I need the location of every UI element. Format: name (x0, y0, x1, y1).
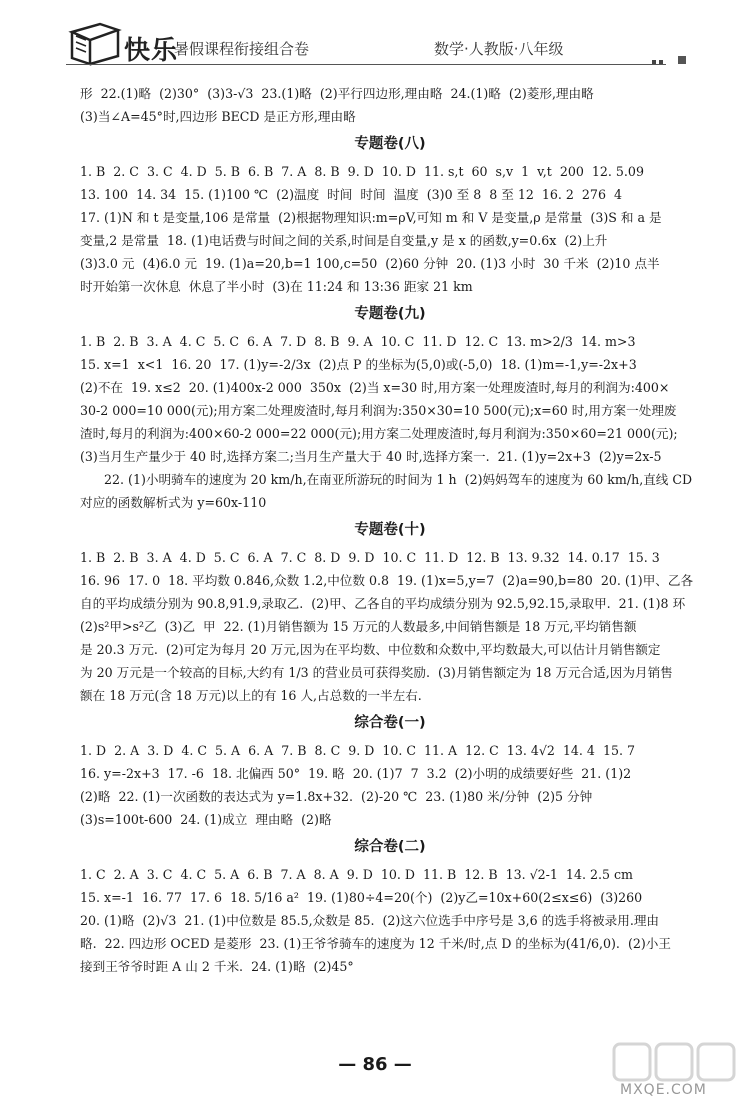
answer-line: 1. C 2. A 3. C 4. C 5. A 6. B 7. A 8. A 9. D 10. D 11. B 12. B 13. √2-1 14. 2.5 cm (80, 867, 633, 882)
page-header (0, 0, 750, 78)
answer-line: 渣时,每月的利润为:400×60-2 000=22 000(元);用方案二处理废渣时,每月利润为:350×60=21 000(元); (80, 426, 678, 441)
answer-line: (2)不在 19. x≤2 20. (1)400x-2 000 350x (2)当 x=30 时,用方案一处理废渣时,每月的利润为:400× (80, 380, 670, 395)
section-title: 专题卷(九) (354, 306, 426, 322)
answer-line: 16. y=-2x+3 17. -6 18. 北偏西 50° 19. 略 20. (1)7 7 3.2 (2)小明的成绩要好些 21. (1)2 (80, 766, 632, 781)
answer-line: 形 22.(1)略 (2)30° (3)3-√3 23.(1)略 (2)平行四边形,理由略 24.(1)略 (2)菱形,理由略 (80, 86, 594, 101)
answer-content (80, 82, 700, 978)
answer-line: 接到王爷爷时距 A 山 2 千米. 24. (1)略 (2)45° (80, 959, 354, 974)
answer-line: 时开始第一次休息 休息了半小时 (3)在 11:24 和 13:36 距家 21 km (80, 279, 473, 294)
header-decoration-icon (652, 54, 692, 74)
answer-line: 16. 96 17. 0 18. 平均数 0.846,众数 1.2,中位数 0.8 19. (1)x=5,y=7 (2)a=90,b=80 20. (1)甲、乙各 (80, 573, 694, 588)
answer-line: 自的平均成绩分别为 90.8,91.9,录取乙. (2)甲、乙各自的平均成绩分别为 92.5,92.15,录取甲. 21. (1)8 环 (80, 596, 686, 611)
answer-line: 略. 22. 四边形 OCED 是菱形 23. (1)王爷爷骑车的速度为 12 千米/时,点 D 的坐标为(41/6,0). (2)小王 (80, 936, 671, 951)
answer-line: (3)s=100t-600 24. (1)成立 理由略 (2)略 (80, 812, 332, 827)
sections-block (80, 133, 700, 978)
section-title: 综合卷(二) (354, 839, 426, 855)
answer-line: (2)s²甲>s²乙 (3)乙 甲 22. (1)月销售额为 15 万元的人数最多,中间销售额是 18 万元,平均销售额 (80, 619, 637, 634)
subject-label: 数学·人教版·八年级 (434, 40, 564, 58)
answer-line: 为 20 万元是一个较高的目标,大约有 1/3 的营业员可获得奖励. (3)月销售额定为 18 万元合适,因为月销售 (80, 665, 673, 680)
answer-line: (3)当月生产量少于 40 时,选择方案二;当月生产量大于 40 时,选择方案一. 21. (1)y=2x+3 (2)y=2x-5 (80, 449, 662, 464)
answer-line: 1. B 2. B 3. A 4. D 5. C 6. A 7. C 8. D 9. D 10. C 11. D 12. B 13. 9.32 14. 0.17 15. 3 (80, 550, 660, 565)
answer-line: 1. D 2. A 3. D 4. C 5. A 6. A 7. B 8. C 9. D 10. C 11. A 12. C 13. 4√2 14. 4 15. 7 (80, 743, 635, 758)
answer-line: 15. x=-1 16. 77 17. 6 18. 5/16 a² 19. (1)80÷4=20(个) (2)y乙=10x+60(2≤x≤6) (3)260 (80, 890, 643, 905)
watermark-url: MXQE.COM (620, 1082, 707, 1098)
section-title: 专题卷(十) (354, 522, 426, 538)
answer-line: 1. B 2. B 3. A 4. C 5. C 6. A 7. D 8. B 9. A 10. C 11. D 12. C 13. m>2/3 14. m>3 (80, 334, 636, 349)
section-title: 综合卷(一) (354, 715, 426, 731)
book-logo-icon (66, 20, 124, 66)
intro-block (80, 82, 700, 128)
answer-line: 13. 100 14. 34 15. (1)100 ℃ (2)温度 时间 时间 温度 (3)0 至 8 8 至 12 16. 2 276 4 (80, 187, 622, 202)
series-title: 暑假课程衔接组合卷 (174, 40, 310, 58)
answer-line: 对应的函数解析式为 y=60x-110 (80, 495, 267, 510)
header-rule (66, 64, 666, 65)
answer-line: (2)略 22. (1)一次函数的表达式为 y=1.8x+32. (2)-20 ℃ 23. (1)80 米/分钟 (2)5 分钟 (80, 789, 593, 804)
answer-line: 22. (1)小明骑车的速度为 20 km/h,在南亚所游玩的时间为 1 h (2)妈妈驾车的速度为 60 km/h,直线 CD (104, 472, 693, 487)
answer-line: 15. x=1 x<1 16. 20 17. (1)y=-2/3x (2)点 P 的坐标为(5,0)或(-5,0) 18. (1)m=-1,y=-2x+3 (80, 357, 637, 372)
answer-line: (3)3.0 元 (4)6.0 元 19. (1)a=20,b=1 100,c=50 (2)60 分钟 20. (1)3 小时 30 千米 (2)10 点半 (80, 256, 660, 271)
brand-title: 快乐 (124, 36, 179, 66)
section-title: 专题卷(八) (354, 136, 426, 152)
answer-line: 30-2 000=10 000(元);用方案二处理废渣时,每月利润为:350×30=10 500(元);x=60 时,用方案一处理废 (80, 403, 677, 418)
answer-line: 是 20.3 万元. (2)可定为每月 20 万元,因为在平均数、中位数和众数中,平均数最大,可以估计月销售额定 (80, 642, 661, 657)
answer-line: 1. B 2. C 3. C 4. D 5. B 6. B 7. A 8. B 9. D 10. D 11. s,t 60 s,v 1 v,t 200 12. 5.09 (80, 164, 644, 179)
answer-line: 额在 18 万元(含 18 万元)以上的有 16 人,占总数的一半左右. (80, 688, 422, 703)
answer-line: (3)当∠A=45°时,四边形 BECD 是正方形,理由略 (80, 109, 356, 124)
answer-line: 20. (1)略 (2)√3 21. (1)中位数是 85.5,众数是 85. (2)这六位选手中序号是 3,6 的选手将被录用.理由 (80, 913, 660, 928)
answer-line: 17. (1)N 和 t 是变量,106 是常量 (2)根据物理知识:m=ρV,可知 m 和 V 是变量,ρ 是常量 (3)S 和 a 是 (80, 210, 662, 225)
answer-line: 变量,2 是常量 18. (1)电话费与时间之间的关系,时间是自变量,y 是 x 的函数,y=0.6x (2)上升 (80, 233, 608, 248)
page-number: — 86 — (338, 1054, 412, 1075)
